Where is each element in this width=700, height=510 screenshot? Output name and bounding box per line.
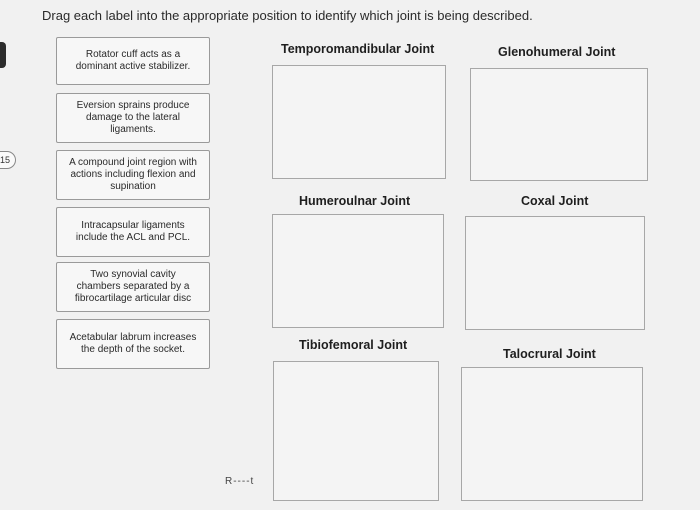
joint-heading-humeroulnar: Humeroulnar Joint [299,194,411,208]
draggable-label-compound-joint[interactable]: A compound joint region with actions including flexion and supination [56,150,210,200]
question-number-badge: 15 [0,151,16,169]
joint-heading-temporomandibular: Temporomandibular Joint [281,42,435,56]
drop-zone-tibiofemoral[interactable] [273,361,439,501]
draggable-label-rotator-cuff[interactable]: Rotator cuff acts as a dominant active stabilizer. [56,37,210,85]
drop-zone-coxal[interactable] [465,216,645,330]
drop-zone-temporomandibular[interactable] [272,65,446,179]
draggable-label-eversion-sprains[interactable]: Eversion sprains produce damage to the lateral ligaments. [56,93,210,143]
drop-zone-glenohumeral[interactable] [470,68,648,181]
drop-zone-humeroulnar[interactable] [272,214,444,328]
joint-heading-tibiofemoral: Tibiofemoral Joint [299,338,408,352]
sidebar-tab[interactable] [0,42,6,68]
instructions-text: Drag each label into the appropriate position to identify which joint is being described. [42,8,533,23]
draggable-label-acetabular-labrum[interactable]: Acetabular labrum increases the depth of the socket. [56,319,210,369]
joint-heading-glenohumeral: Glenohumeral Joint [498,45,616,59]
draggable-label-intracapsular-ligaments[interactable]: Intracapsular ligaments include the ACL and PCL. [56,207,210,257]
partial-text: R----t [225,476,255,487]
drop-zone-talocrural[interactable] [461,367,643,501]
draggable-label-synovial-chambers[interactable]: Two synovial cavity chambers separated by a fibrocartilage articular disc [56,262,210,312]
joint-heading-coxal: Coxal Joint [521,194,589,208]
joint-heading-talocrural: Talocrural Joint [503,347,596,361]
